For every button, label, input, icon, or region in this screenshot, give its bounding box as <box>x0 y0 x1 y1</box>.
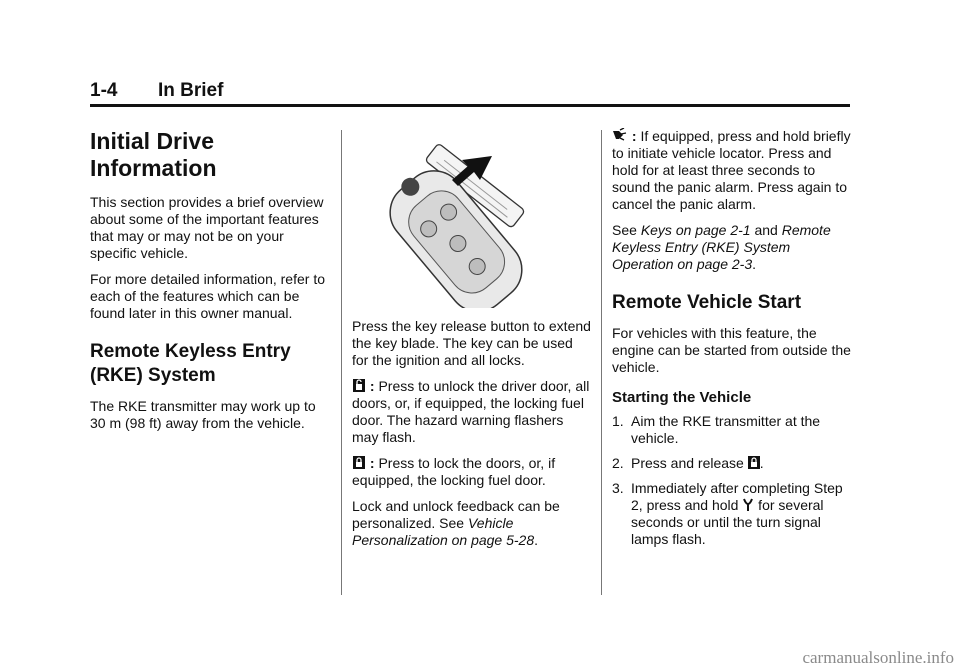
step-number: 1. <box>612 413 624 429</box>
unlock-icon <box>352 378 366 393</box>
remote-start-paragraph: For vehicles with this feature, the engine can be started from outside the vehicle. <box>612 325 851 375</box>
page-number: 1-4 <box>90 80 118 101</box>
column-divider <box>601 130 602 595</box>
step-text-post: for several seconds or until the turn signal lamps flash. <box>631 497 824 547</box>
start-steps-list <box>612 413 852 548</box>
more-info-paragraph: For more detailed information, refer to each of the features which can be found later in this owner manual. <box>90 271 325 321</box>
column-divider <box>341 130 342 595</box>
symbol-colon: : <box>631 128 637 144</box>
see-prefix: See <box>612 222 641 238</box>
step-text-post: . <box>759 455 764 471</box>
lock-icon <box>352 455 366 470</box>
remote-start-icon <box>742 497 754 512</box>
list-item <box>612 455 852 472</box>
step-number: 2. <box>612 455 624 471</box>
feedback-paragraph <box>352 498 592 549</box>
column-1 <box>90 128 330 441</box>
lock-icon <box>748 455 760 470</box>
lock-text: Press to lock the doors, or, if equipped, the locking fuel door. <box>352 455 556 488</box>
step-text-pre: Press and release <box>631 455 748 471</box>
panic-paragraph <box>612 128 852 213</box>
intro-paragraph: This section provides a brief overview about some of the important features that may or may not be on your specific vehicle. <box>90 194 324 261</box>
key-fob-illustration <box>352 128 592 308</box>
symbol-colon: : <box>369 455 375 471</box>
step-number: 3. <box>612 480 624 496</box>
see-end: . <box>752 256 756 272</box>
heading-starting-vehicle: Starting the Vehicle <box>612 389 752 406</box>
heading-initial-drive: Initial Drive Information <box>90 128 217 181</box>
section-title: In Brief <box>158 80 224 101</box>
step-text-pre: Immediately after completing Step 2, press and hold <box>631 480 843 513</box>
symbol-colon: : <box>369 378 375 394</box>
vehicle-locator-horn-icon <box>612 128 628 143</box>
see-and: and <box>750 222 782 238</box>
keys-ref: Keys on page 2-1 <box>640 222 751 238</box>
step-text <box>631 480 852 548</box>
column-2 <box>352 128 592 558</box>
unlock-paragraph <box>352 378 592 446</box>
rke-paragraph: The RKE transmitter may work up to 30 m (98 ft) away from the vehicle. <box>90 398 316 431</box>
column-3 <box>612 128 852 556</box>
rke-operation-ref: Remote Keyless Entry (RKE) System Operation on page 2-3 <box>612 222 831 272</box>
header-rule <box>90 104 850 107</box>
heading-rke: Remote Keyless Entry (RKE) System <box>90 341 291 386</box>
page-header <box>90 80 223 102</box>
vehicle-personalization-ref: Vehicle Personalization on page 5-28 <box>352 515 535 548</box>
feedback-text: Lock and unlock feedback can be personalized. See <box>352 498 560 531</box>
feedback-end: . <box>534 532 539 548</box>
step-text <box>631 455 764 472</box>
lock-paragraph <box>352 455 592 489</box>
list-item <box>612 413 852 447</box>
heading-remote-start: Remote Vehicle Start <box>612 292 802 313</box>
step-text: Aim the RKE transmitter at the vehicle. <box>631 413 821 446</box>
key-release-paragraph: Press the key release button to extend the key blade. The key can be used for the ignition and all locks. <box>352 318 591 368</box>
see-references-paragraph <box>612 222 852 273</box>
watermark: carmanualsonline.info <box>802 648 954 667</box>
list-item <box>612 480 852 548</box>
unlock-text: Press to unlock the driver door, all doors, or, if equipped, the locking fuel door. The hazard warning flashers may flash. <box>352 378 590 445</box>
panic-text: If equipped, press and hold briefly to initiate vehicle locator. Press and hold for at least three seconds to sound the panic alarm. Press again to cancel the panic alarm. <box>612 128 851 212</box>
